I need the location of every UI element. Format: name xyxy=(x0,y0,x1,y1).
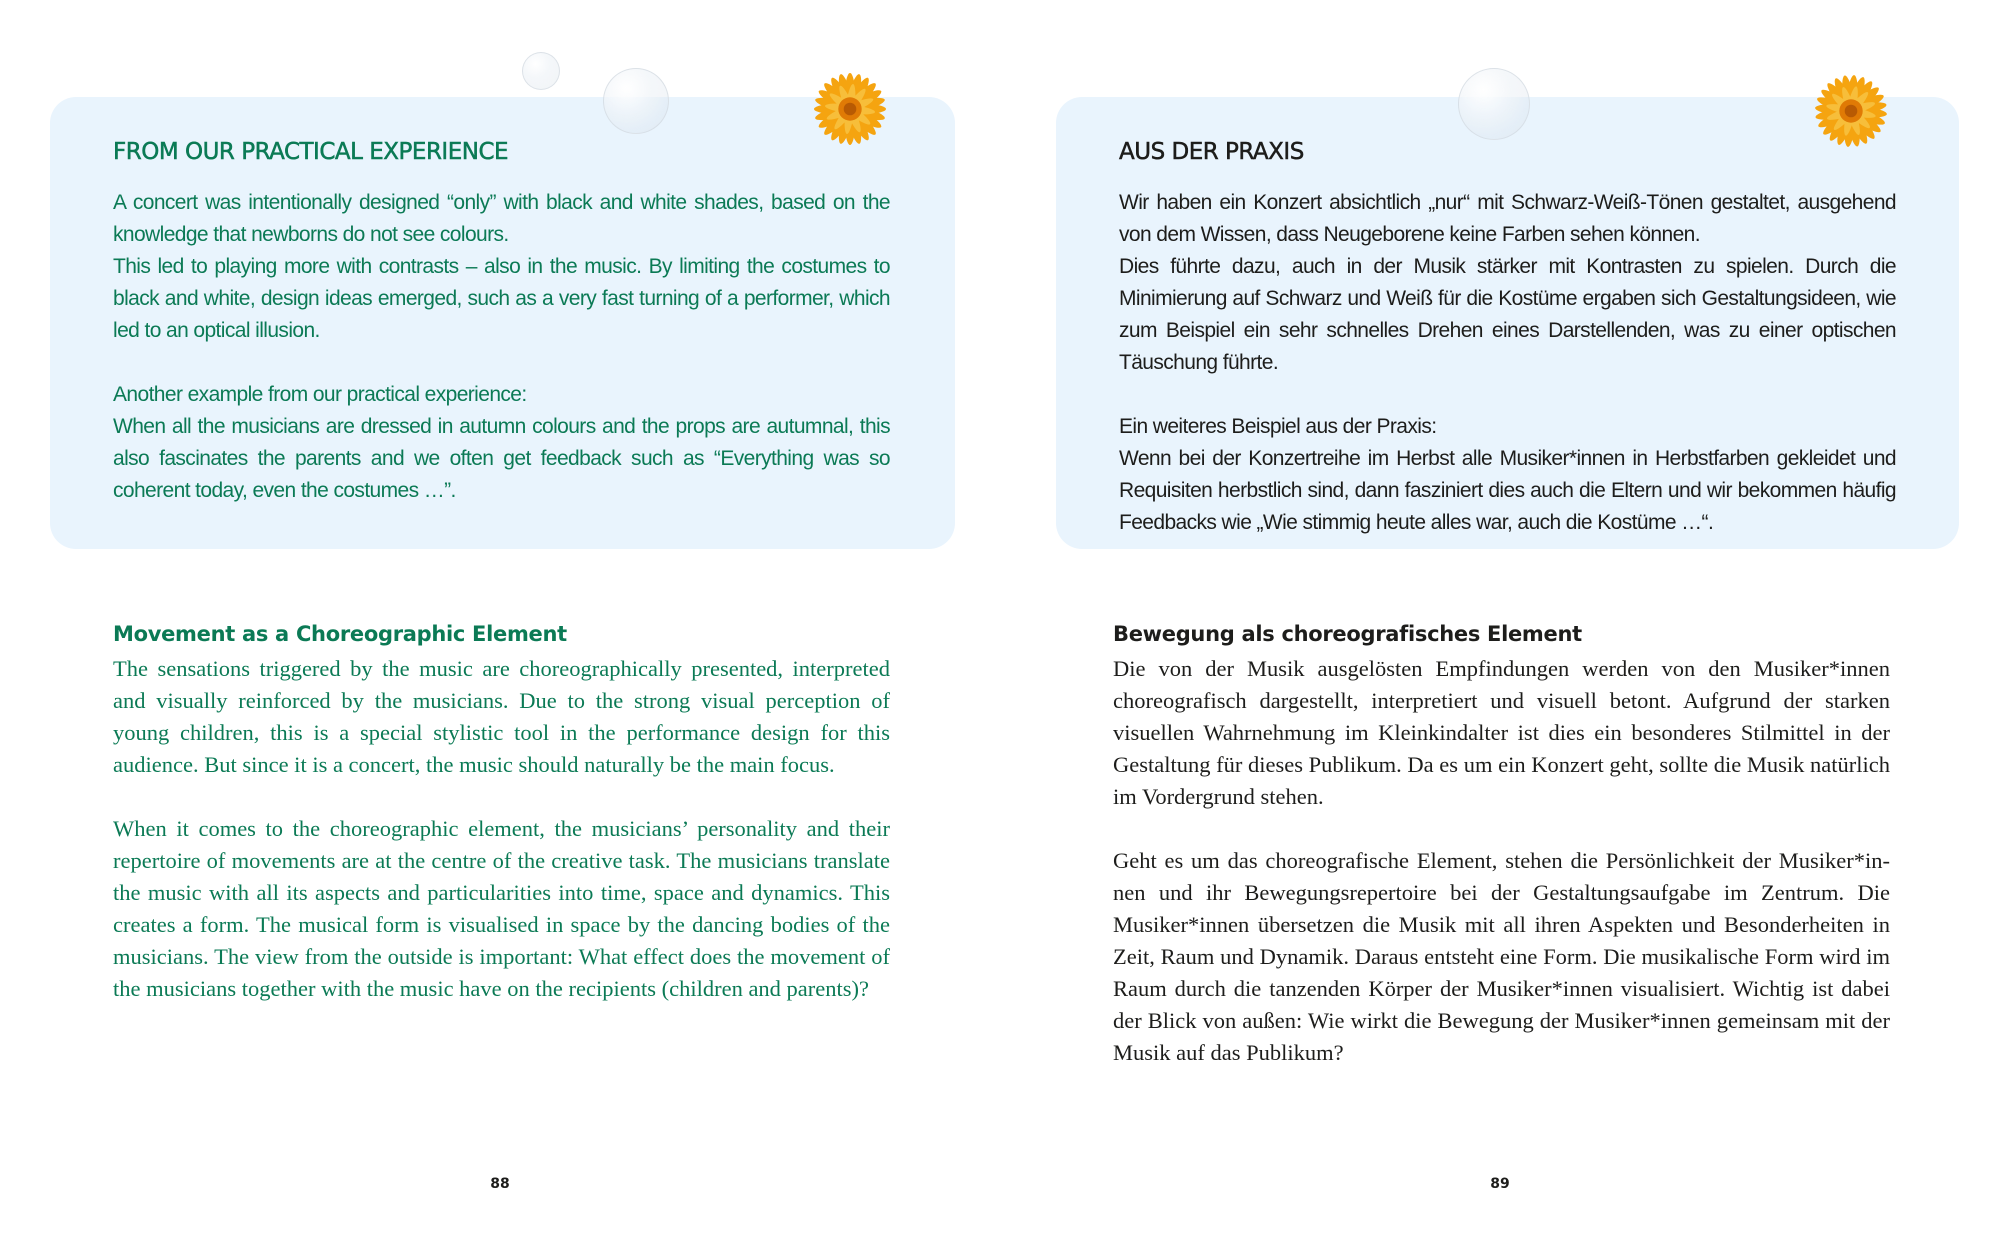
section-paragraph: Geht es um das choreografische Element, stehen die Persönlichkeit der Musiker*innen und ihr Bewegungsrepertoire bei der Gestaltungsaufgabe im Zentrum. Die Musiker*innen übersetzen die Musik mit all ihren Aspekten und Besonderheiten in Zeit, Raum und Dynamik. Daraus entsteht eine Form. Die musikalische Form wird im Raum durch die tanzenden Körper der Musiker*innen visualisiert. Wichtig ist dabei der Blick von außen: Wie wirkt die Bewegung der Musiker*innen gemeinsam mit der Musik auf das Publikum? xyxy=(1113,848,1890,1065)
section-title: Bewegung als choreografisches Element xyxy=(1113,622,1582,646)
section-body xyxy=(113,653,890,1005)
soap-bubble-icon xyxy=(522,52,560,90)
practical-experience-box xyxy=(50,97,955,549)
box-paragraph: A concert was intentionally designed “only” with black and white shades, based on the knowledge that newborns do not see colours. xyxy=(113,191,890,246)
box-title: FROM OUR PRACTICAL EXPERIENCE xyxy=(113,139,509,165)
soap-bubble-icon xyxy=(1458,68,1530,140)
box-paragraph: Ein weiteres Beispiel aus der Praxis: xyxy=(1119,415,1437,438)
section-paragraph: Die von der Musik ausgelösten Empfindungen werden von den Musiker*innen choreografisch dargestellt, interpretiert und visuell betont. Aufgrund der starken visuellen Wahrnehmung im Kleinkindalter ist dies ein besonderes Stilmittel in der Gestaltung für dieses Publikum. Da es um ein Konzert geht, sollte die Musik natürlich im Vordergrund stehen. xyxy=(1113,656,1890,809)
box-paragraph: Wenn bei der Konzertreihe im Herbst alle Musiker*innen in Herbstfarben gekleidet und Requisiten herbstlich sind, dann fasziniert dies auch die Eltern und wir bekommen häufig Feedbacks wie „Wie stimmig heute alles war, auch die Kostüme …“. xyxy=(1119,447,1896,534)
box-paragraph: Another example from our practical experience: xyxy=(113,383,527,406)
soap-bubble-icon xyxy=(603,68,669,134)
page-number: 88 xyxy=(490,1176,510,1192)
box-body xyxy=(113,187,890,507)
aus-der-praxis-box xyxy=(1056,97,1959,549)
box-paragraph: Wir haben ein Konzert absichtlich „nur“ mit Schwarz-Weiß-Tönen gestaltet, ausgehend von dem Wissen, dass Neugeborene keine Farben sehen können. xyxy=(1119,191,1896,246)
section-body xyxy=(1113,653,1890,1069)
section-paragraph: When it comes to the choreographic element, the musicians’ personality and their repertoire of movements are at the centre of the creative task. The musicians translate the music with all its aspects and particularities into time, space and dynamics. This creates a form. The musical form is visualised in space by the dancing bodies of the musicians. The view from the outside is important: What effect does the movement of the musicians together with the music have on the recipients (children and parents)? xyxy=(113,816,890,1001)
orange-flower-icon xyxy=(1806,66,1896,156)
box-title: AUS DER PRAXIS xyxy=(1119,139,1304,165)
section-paragraph: The sensations triggered by the music are choreographically presented, interpreted and visually reinforced by the musicians. Due to the strong visual perception of young children, this is a special stylistic tool in the performance design for this audience. But since it is a concert, the music should naturally be the main focus. xyxy=(113,656,890,777)
box-paragraph: This led to playing more with contrasts – also in the music. By limiting the costumes to black and white, design ideas emerged, such as a very fast turning of a performer, which led to an optical illusion. xyxy=(113,255,890,342)
box-paragraph: When all the musicians are dressed in autumn colours and the props are autumnal, this also fascinates the parents and we often get feedback such as “Everything was so coherent today, even the costumes …”. xyxy=(113,415,890,502)
box-body xyxy=(1119,187,1896,539)
right-page xyxy=(1000,0,2000,1250)
section-title: Movement as a Choreographic Element xyxy=(113,622,567,646)
orange-flower-icon xyxy=(805,64,895,154)
page-number: 89 xyxy=(1490,1176,1510,1192)
box-paragraph: Dies führte dazu, auch in der Musik stärker mit Kontrasten zu spielen. Durch die Minimierung auf Schwarz und Weiß für die Kostüme ergaben sich Gestaltungsideen, wie zum Beispiel ein sehr schnelles Drehen eines Darstellenden, was zu einer optischen Täuschung führte. xyxy=(1119,255,1896,374)
